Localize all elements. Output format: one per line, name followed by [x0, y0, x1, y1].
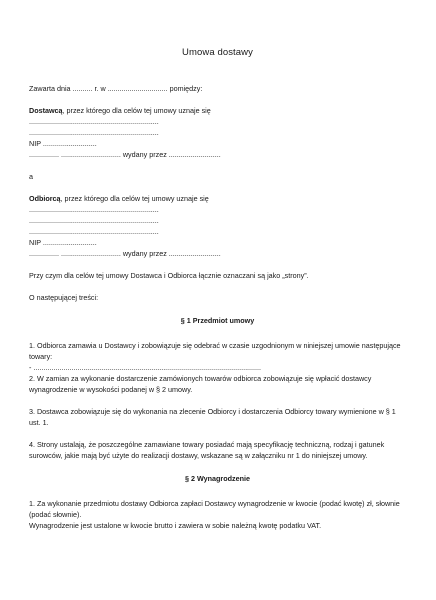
section-1-goods-line: - ..................................................................................................................: [29, 363, 262, 372]
recipient-id-line: ............... .............................. wydany przez ..........................: [29, 249, 221, 258]
document-title: Umowa dostawy: [182, 47, 253, 58]
supplier-id-line: ............... .............................. wydany przez ..........................: [29, 150, 221, 159]
section-1-paragraph-1: 1. Odbiorca zamawia u Dostawcy i zobowiązuje się odebrać w czasie uzgodnionym w niniejszej umowie następujące towary:: [29, 341, 401, 361]
supplier-heading: [29, 105, 406, 116]
section-2-title: § 2 Wynagrodzenie: [185, 474, 250, 483]
recipient-heading-bold: Odbiorcą: [29, 194, 61, 203]
supplier-nip: NIP ...........................: [29, 139, 97, 148]
section-2-paragraph-2: Wynagrodzenie jest ustalone w kwocie brutto i zawiera w sobie należną kwotę podatku VAT.: [29, 521, 322, 530]
supplier-heading-bold: Dostawcą: [29, 106, 63, 115]
recipient-heading-rest: , przez którego dla celów tej umowy uznaje się: [60, 194, 209, 203]
recipient-heading: [29, 193, 406, 204]
section-1-title: § 1 Przedmiot umowy: [180, 316, 255, 325]
recipient-nip: NIP ...........................: [29, 238, 97, 247]
supplier-heading-rest: , przez którego dla celów tej umowy uznaje się: [62, 106, 211, 115]
recipient-line-2: .................................................................: [29, 216, 159, 225]
section-1-paragraph-4: 4. Strony ustalają, że poszczególne zamawiane towary posiadać mają specyfikację techniczną, rodzaj i gatunek surowców, jakie mają być użyte do realizacji dostawy, wskazane są w załączniku nr 1 do niniejszej umowy.: [29, 440, 385, 460]
supplier-line-1: .................................................................: [29, 117, 159, 126]
recipient-line-1: .................................................................: [29, 205, 159, 214]
parties-note: Przy czym dla celów tej umowy Dostawca i Odbiorca łącznie oznaczani są jako „strony”.: [29, 271, 309, 280]
section-1-paragraph-2: 2. W zamian za wykonanie dostarczenie zamówionych towarów odbiorca zobowiązuje się wpłacić dostawcy wynagrodzenie w wysokości podanej w § 2 umowy.: [29, 374, 372, 394]
section-2-paragraph-1: 1. Za wykonanie przedmiotu dostawy Odbiorca zapłaci Dostawcy wynagrodzenie w kwocie (podać kwotę) zł, słownie (podać słownie).: [29, 499, 400, 519]
section-1-paragraph-3: 3. Dostawca zobowiązuje się do wykonania na zlecenie Odbiorcy i dostarczenia Odbiorcy towary wymienione w § 1 ust. 1.: [29, 407, 396, 427]
intro-line: Zawarta dnia .......... r. w .............................. pomiędzy:: [29, 84, 203, 93]
recipient-line-3: .................................................................: [29, 227, 159, 236]
supplier-line-2: .................................................................: [29, 128, 159, 137]
connector-text: a: [29, 172, 33, 181]
supplier-block: [29, 105, 406, 160]
recipient-block: [29, 193, 406, 259]
following-text: O następującej treści:: [29, 293, 99, 302]
